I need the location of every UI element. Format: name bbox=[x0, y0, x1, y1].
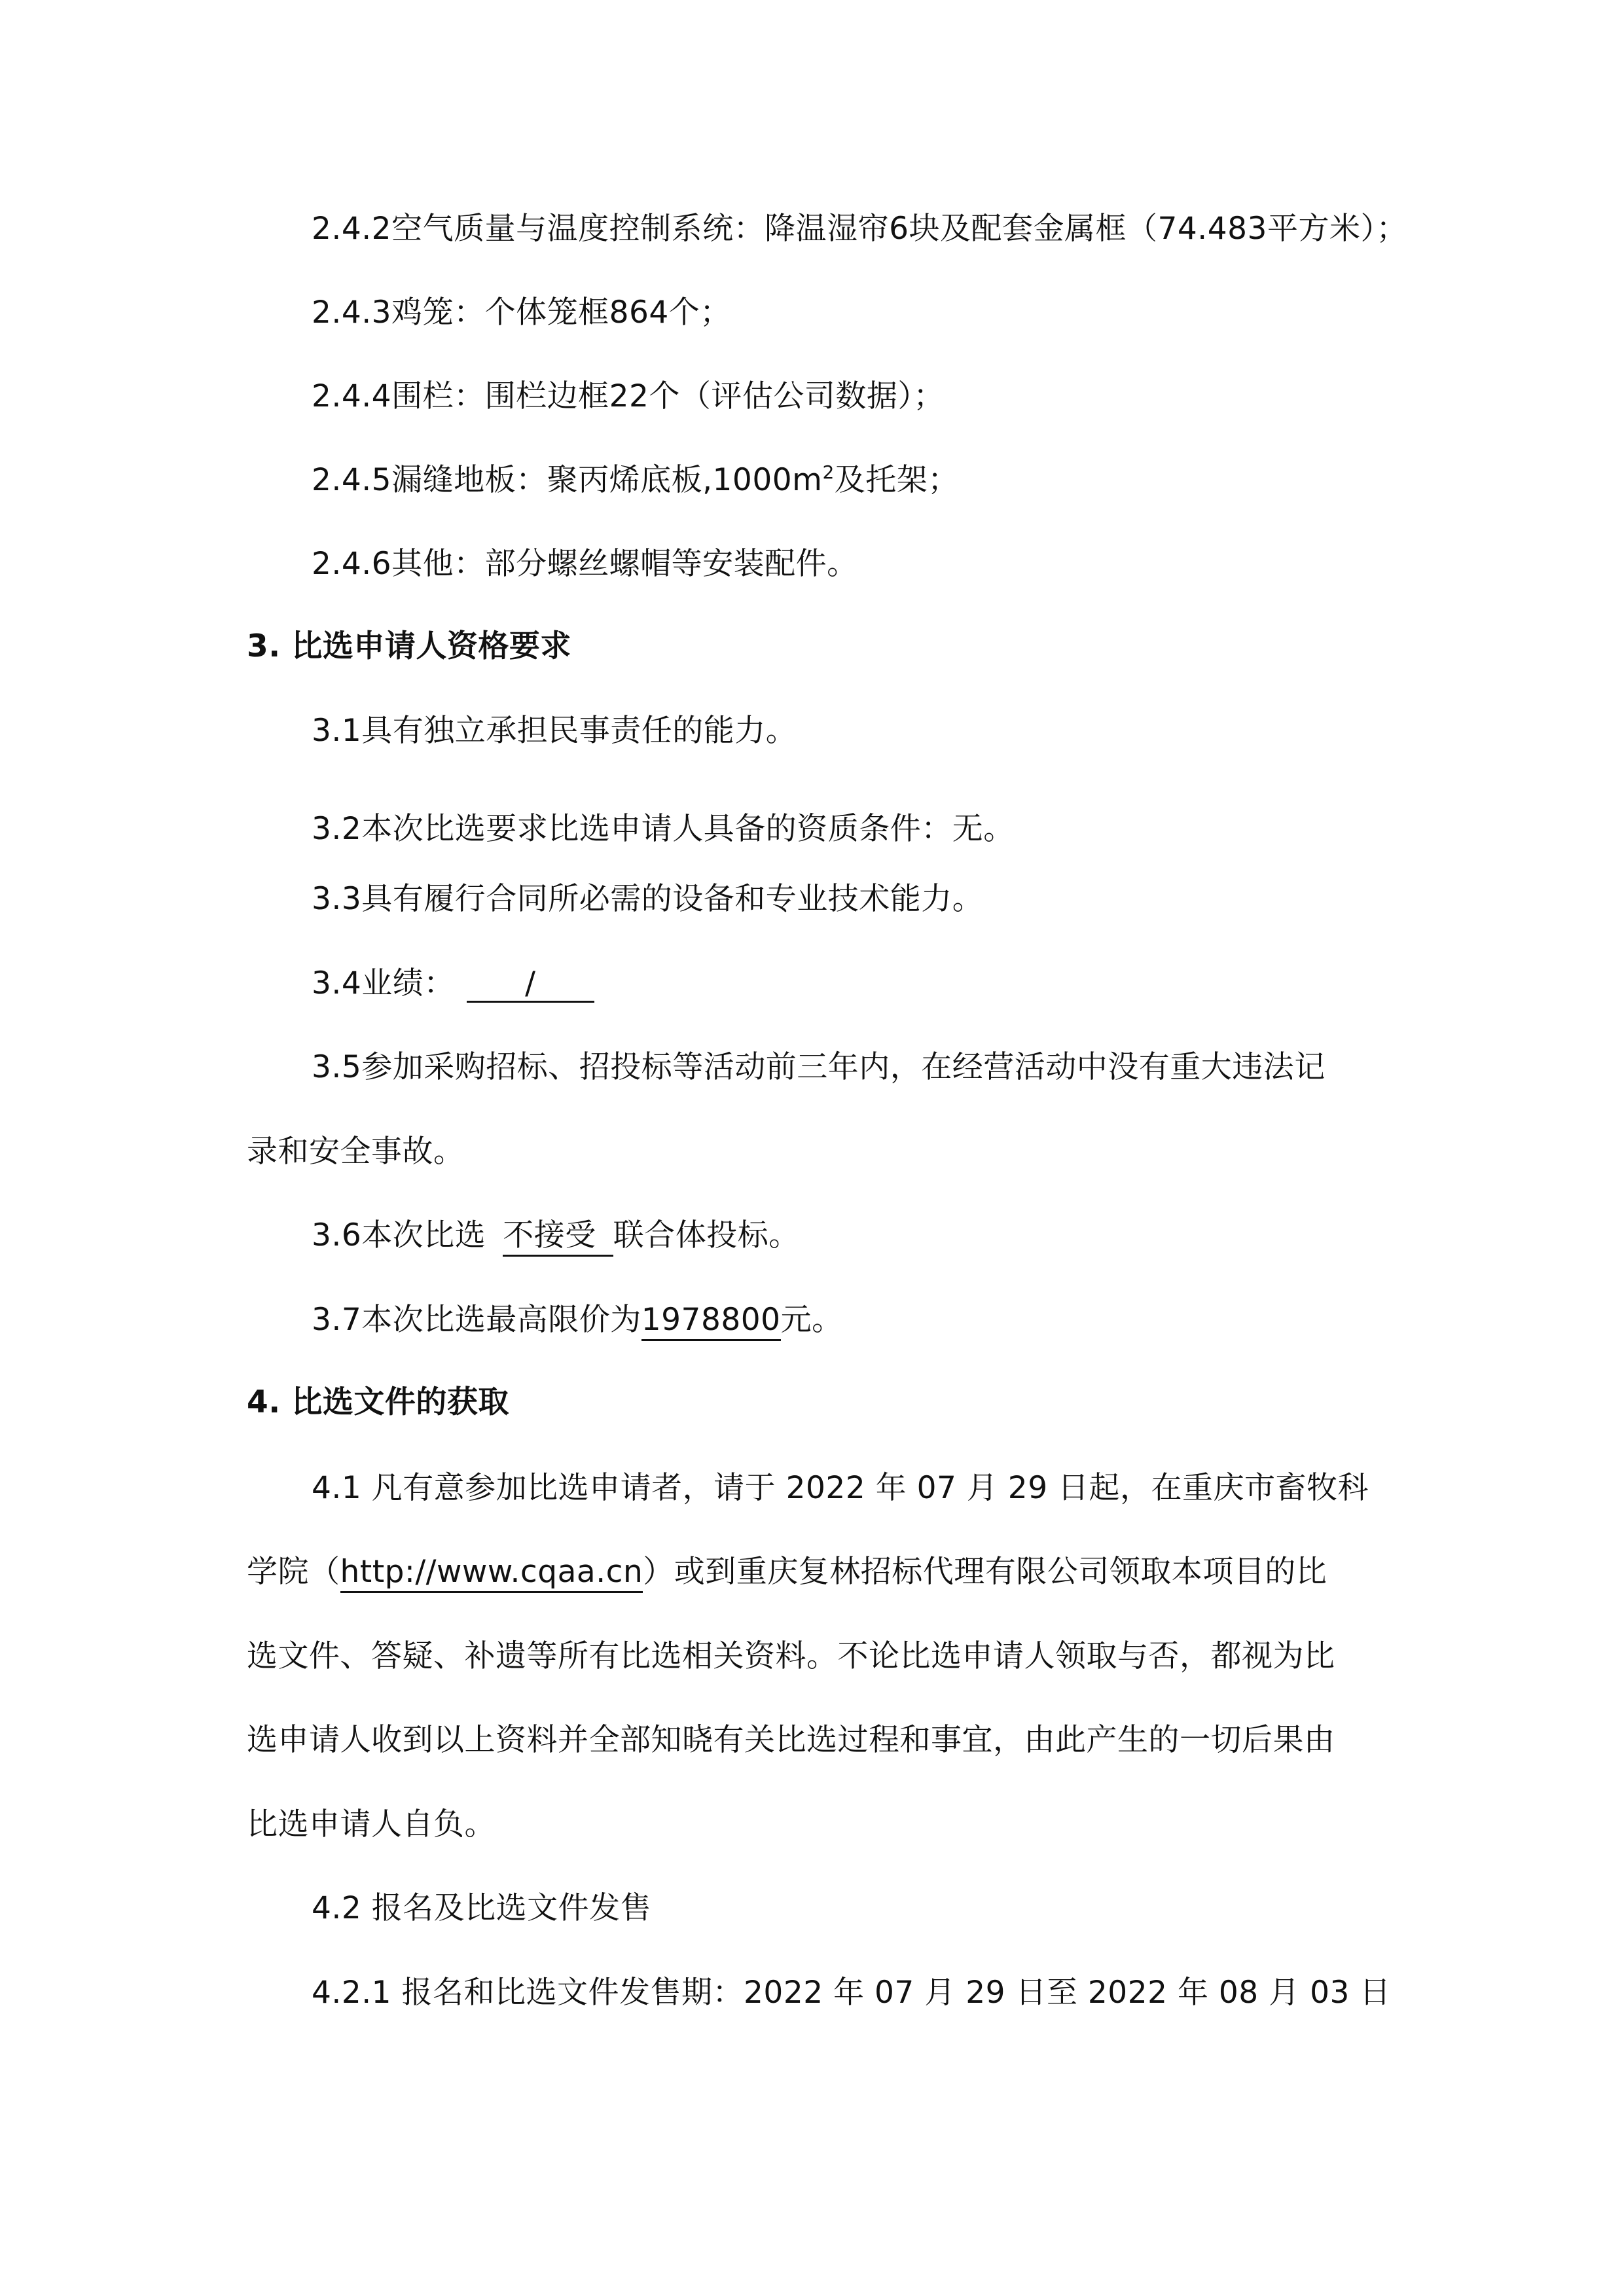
item-2-4-3: 2.4.3鸡笼：个体笼框864个； bbox=[312, 295, 731, 331]
item-3-6-text: 3.6本次比选 bbox=[312, 1217, 486, 1253]
item-4-1-line-5: 比选申请人自负。 bbox=[247, 1806, 496, 1842]
item-3-7 bbox=[312, 1300, 843, 1340]
item-3-4-label: 3.4业绩： bbox=[312, 965, 455, 1001]
item-2-4-5-text-end: 及托架； bbox=[834, 462, 959, 498]
item-3-7-text: 3.7本次比选最高限价为 bbox=[312, 1302, 641, 1338]
website-link[interactable]: http://www.cqaa.cn bbox=[340, 1554, 643, 1593]
item-3-5-line-1: 3.5参加采购招标、招投标等活动前三年内，在经营活动中没有重大违法记 bbox=[312, 1049, 1326, 1085]
item-2-4-4: 2.4.4围栏：围栏边框22个（评估公司数据）； bbox=[312, 378, 945, 414]
item-3-5-line-2: 录和安全事故。 bbox=[247, 1134, 465, 1170]
item-4-2-1: 4.2.1 报名和比选文件发售期：2022 年 07 月 29 日至 2022 年 08 月 03 日 bbox=[312, 1975, 1391, 2011]
item-3-4 bbox=[312, 964, 594, 1003]
item-4-1-line-3: 选文件、答疑、补遗等所有比选相关资料。不论比选申请人领取与否，都视为比 bbox=[247, 1638, 1335, 1674]
item-2-4-5 bbox=[312, 461, 959, 500]
item-3-6-value: 不接受 bbox=[503, 1217, 613, 1257]
item-3-2: 3.2本次比选要求比选申请人具备的资质条件：无。 bbox=[312, 811, 1015, 847]
item-2-4-6: 2.4.6其他：部分螺丝螺帽等安装配件。 bbox=[312, 546, 858, 582]
item-3-6-text-end: 联合体投标。 bbox=[613, 1217, 800, 1253]
item-2-4-2: 2.4.2空气质量与温度控制系统：降温湿帘6块及配套金属框（74.483平方米）； bbox=[312, 211, 1407, 247]
item-3-3: 3.3具有履行合同所必需的设备和专业技术能力。 bbox=[312, 881, 984, 917]
section-3-heading: 3. 比选申请人资格要求 bbox=[247, 628, 571, 664]
item-4-1-line-4: 选申请人收到以上资料并全部知晓有关比选过程和事宜，由此产生的一切后果由 bbox=[247, 1722, 1335, 1758]
item-3-7-value: 1978800 bbox=[641, 1302, 781, 1341]
section-4-heading: 4. 比选文件的获取 bbox=[247, 1384, 509, 1420]
item-4-1-line-1: 4.1 凡有意参加比选申请者，请于 2022 年 07 月 29 日起，在重庆市畜牧科 bbox=[312, 1470, 1369, 1506]
item-3-4-value: / bbox=[467, 967, 594, 1003]
superscript-2: 2 bbox=[822, 461, 835, 483]
item-3-7-text-end: 元。 bbox=[780, 1302, 843, 1338]
item-4-2: 4.2 报名及比选文件发售 bbox=[312, 1890, 652, 1926]
item-3-1: 3.1具有独立承担民事责任的能力。 bbox=[312, 713, 797, 749]
item-3-6 bbox=[312, 1216, 800, 1255]
item-2-4-5-text: 2.4.5漏缝地板：聚丙烯底板,1000m bbox=[312, 462, 823, 498]
item-4-1-text-end: ）或到重庆复林招标代理有限公司领取本项目的比 bbox=[643, 1554, 1327, 1590]
item-4-1-line-2 bbox=[247, 1552, 1327, 1592]
item-4-1-text: 学院（ bbox=[247, 1554, 340, 1590]
